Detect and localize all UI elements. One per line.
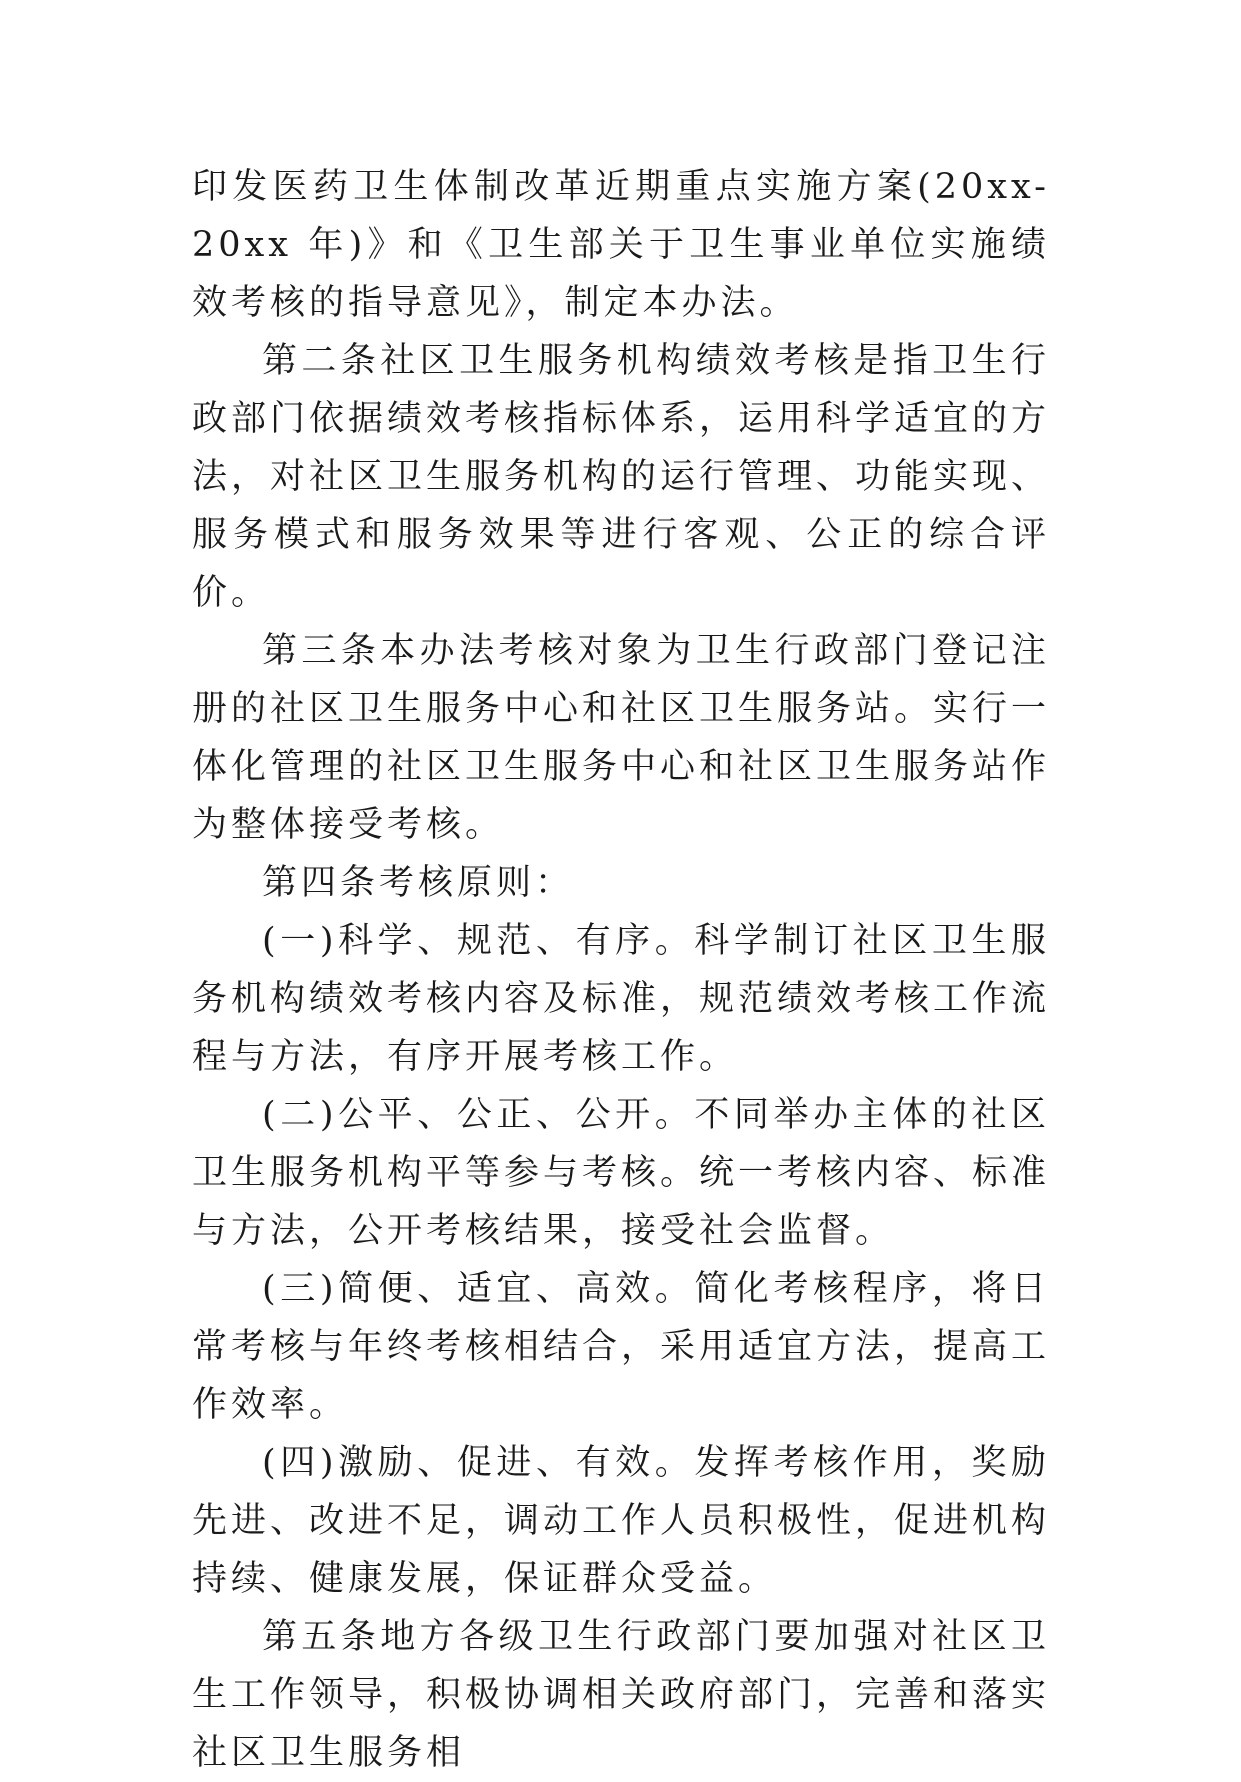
paragraph-article-3: 第三条本办法考核对象为卫生行政部门登记注册的社区卫生服务中心和社区卫生服务站。实行一体化管理的社区卫生服务中心和社区卫生服务站作为整体接受考核。 [192, 631, 1051, 845]
document-body [192, 158, 1050, 1782]
paragraph-principle-1: (一)科学、规范、有序。科学制订社区卫生服务机构绩效考核内容及标准，规范绩效考核工作流程与方法，有序开展考核工作。 [192, 921, 1051, 1077]
paragraph-intro-continuation: 印发医药卫生体制改革近期重点实施方案(20xx-20xx 年)》和《卫生部关于卫生事业单位实施绩效考核的指导意见》，制定本办法。 [192, 167, 1050, 323]
paragraph-principle-4: (四)激励、促进、有效。发挥考核作用，奖励先进、改进不足，调动工作人员积极性，促进机构持续、健康发展，保证群众受益。 [192, 1443, 1051, 1599]
paragraph-article-5: 第五条地方各级卫生行政部门要加强对社区卫生工作领导，积极协调相关政府部门，完善和落实社区卫生服务相 [192, 1617, 1051, 1773]
paragraph-article-4-heading: 第四条考核原则： [262, 863, 575, 903]
paragraph-principle-3: (三)简便、适宜、高效。简化考核程序，将日常考核与年终考核相结合，采用适宜方法，提高工作效率。 [192, 1269, 1051, 1425]
paragraph-principle-2: (二)公平、公正、公开。不同举办主体的社区卫生服务机构平等参与考核。统一考核内容、标准与方法，公开考核结果，接受社会监督。 [192, 1095, 1051, 1251]
paragraph-article-2: 第二条社区卫生服务机构绩效考核是指卫生行政部门依据绩效考核指标体系，运用科学适宜的方法，对社区卫生服务机构的运行管理、功能实现、服务模式和服务效果等进行客观、公正的综合评价。 [192, 341, 1051, 613]
